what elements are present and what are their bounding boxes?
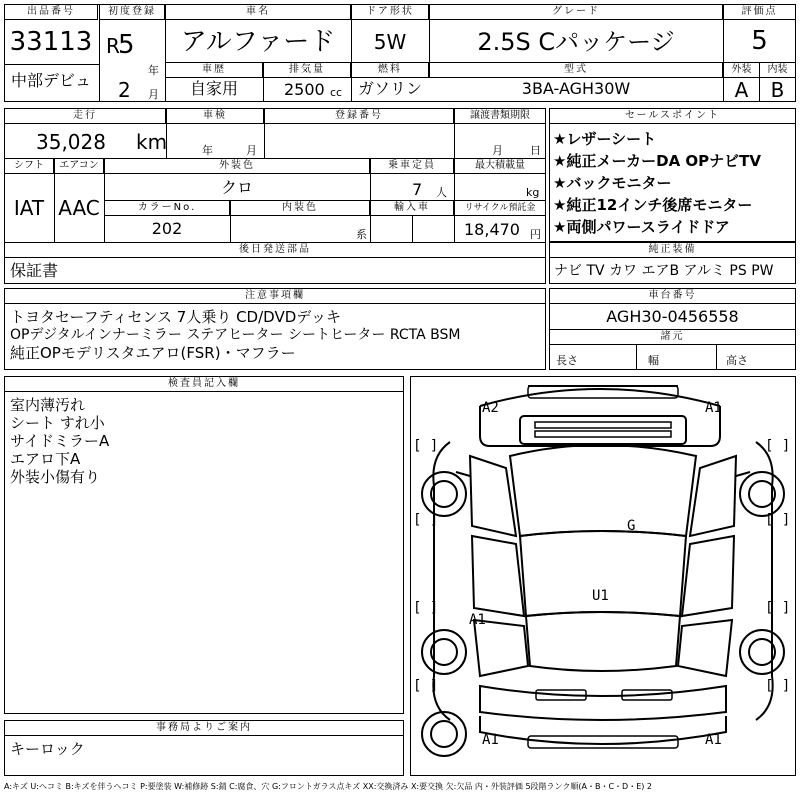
bracket-mark: [ ]: [413, 438, 439, 454]
bracket-mark: [ ]: [765, 678, 791, 694]
chassis-label: 車台番号: [549, 288, 796, 304]
transfer-label: 譲渡書類期限: [454, 108, 546, 124]
int-grade: B: [770, 78, 785, 102]
notes-lines: [10, 308, 540, 362]
reg-year-unit: 年: [148, 64, 159, 77]
sales-point: ★両側パワースライドドア: [553, 218, 730, 236]
inspector-lines: [10, 396, 390, 486]
history: 自家用: [189, 79, 238, 98]
mileage-unit: km: [136, 130, 168, 154]
office-label: 事務局よりご案内: [4, 720, 404, 736]
bracket-mark: [ ]: [765, 600, 791, 616]
regno-label: 登録番号: [264, 108, 454, 124]
equipment-label: 純正装備: [549, 242, 796, 258]
reg-year: 5: [118, 30, 135, 60]
legend: A:キズ U:ヘコミ B:キズを伴うヘコミ P:要塗装 W:補修跡 S:錆 C:腐食、穴 G:フロントガラス点キズ XX:交換済み X:要交換 欠:欠品 内・外装評価 5段階ランク順(A・B・C・D・E) 2: [4, 782, 653, 791]
inspection-year-unit: 年: [202, 144, 213, 157]
reg-month-unit: 月: [148, 88, 159, 101]
length-label: 長さ: [556, 354, 578, 367]
colorno-label: カラーNo.: [104, 200, 230, 216]
damage-mark-a1-rear-left: A1: [482, 732, 499, 748]
note-line: トヨタセーフティセンス 7人乗り CD/DVDデッキ: [10, 308, 341, 326]
load-label: 最大積載量: [454, 158, 546, 174]
fuel: ガソリン: [357, 79, 422, 98]
note-line: OPデジタルインナーミラー ステアヒーター シートヒーター RCTA BSM: [10, 327, 461, 343]
ac: AAC: [58, 196, 100, 220]
seats: 7: [412, 180, 423, 199]
sales-point: ★レザーシート: [553, 130, 657, 148]
inspection-label: 車検: [166, 108, 264, 124]
bracket-mark: [ ]: [765, 512, 791, 528]
recycle: 18,470: [464, 220, 520, 239]
inspector-line: エアロ下A: [10, 450, 81, 468]
fuel-label: 燃料: [351, 62, 429, 78]
model: 3BA-AGH30W: [521, 79, 631, 98]
mileage: 35,028: [36, 130, 106, 154]
door-label: ドア形状: [351, 4, 429, 20]
note-line: 純正OPモデリスタエアロ(FSR)・マフラー: [10, 344, 296, 362]
load-unit: kg: [526, 186, 540, 199]
recycle-label: リサイクル預託金: [454, 200, 546, 216]
seats-label: 乗車定員: [370, 158, 454, 174]
sales-point: ★バックモニター: [553, 174, 672, 192]
score-label: 評価点: [723, 4, 796, 20]
shift: IAT: [13, 196, 45, 220]
inspection-month-unit: 月: [246, 144, 257, 157]
car-diagram: [410, 376, 796, 776]
inspector-line: シート すれ小: [10, 414, 105, 432]
ac-label: エアコン: [54, 158, 104, 174]
lot-number: 33113: [9, 27, 93, 57]
displacement-unit: cc: [330, 86, 343, 99]
chassis-number: AGH30-0456558: [606, 307, 739, 326]
sales-points-list: [553, 128, 793, 238]
inspector-label: 検査員記入欄: [4, 376, 404, 392]
equipment-value: ナビ TV カワ エアB アルミ PS PW: [554, 263, 774, 279]
import-label: 輸入車: [370, 200, 454, 216]
door-type: 5W: [373, 30, 407, 54]
color-no: 202: [151, 219, 183, 238]
score: 5: [751, 26, 768, 56]
office-value: キーロック: [10, 740, 85, 758]
debut-note: 中部デビュ: [10, 71, 91, 90]
reg-month: 2: [118, 78, 131, 102]
bracket-mark: [ ]: [765, 438, 791, 454]
displacement: 2500: [284, 80, 325, 99]
transfer-month-unit: 月: [492, 144, 503, 157]
recycle-unit: 円: [530, 228, 541, 241]
grade: 2.5S Cパッケージ: [477, 28, 675, 56]
reg-era: R: [106, 34, 120, 58]
damage-mark-u1: U1: [592, 588, 609, 604]
inspector-line: 外装小傷有り: [10, 468, 101, 486]
intcolor-unit: 系: [356, 228, 367, 241]
bracket-mark: [ ]: [413, 678, 439, 694]
sales-point: ★純正12インチ後席モニター: [553, 196, 753, 214]
transfer-day-unit: 日: [530, 144, 541, 157]
notes-label: 注意事項欄: [4, 288, 546, 304]
damage-mark-a1-rear-right: A1: [705, 732, 722, 748]
lot-label: 出品番号: [4, 4, 98, 20]
height-label: 高さ: [726, 354, 748, 367]
width-label: 幅: [648, 354, 659, 367]
name-label: 車名: [165, 4, 351, 20]
int-label: 内装: [759, 62, 796, 78]
inspector-line: 室内薄汚れ: [10, 396, 86, 414]
reg-label: 初度登録: [99, 4, 165, 20]
damage-mark-a2: A2: [482, 400, 499, 416]
ext-grade: A: [734, 78, 749, 102]
shift-label: シフト: [4, 158, 54, 174]
bracket-mark: [ ]: [413, 512, 439, 528]
sales-points-label: セールスポイント: [549, 108, 796, 124]
sales-point: ★純正メーカーDA OPナビTV: [553, 152, 762, 170]
damage-mark-a1-front-right: A1: [705, 400, 722, 416]
bracket-mark: [ ]: [413, 600, 439, 616]
car-name: アルファード: [180, 27, 336, 57]
ext-label: 外装: [723, 62, 760, 78]
color-label: 外装色: [104, 158, 370, 174]
color: クロ: [220, 178, 253, 197]
dims-label: 諸元: [549, 329, 796, 345]
mileage-label: 走行: [4, 108, 166, 124]
grade-label: グレード: [429, 4, 723, 20]
displacement-label: 排気量: [263, 62, 351, 78]
intcolor-label: 内装色: [230, 200, 370, 216]
history-label: 車歴: [165, 62, 263, 78]
damage-mark-g: G: [627, 518, 636, 534]
docs: 保証書: [10, 261, 59, 280]
docs-label: 後日発送部品: [4, 242, 546, 258]
damage-mark-a1-left: A1: [469, 612, 486, 628]
model-label: 型式: [429, 62, 723, 78]
seats-unit: 人: [436, 186, 447, 199]
inspector-line: サイドミラーA: [10, 432, 110, 450]
